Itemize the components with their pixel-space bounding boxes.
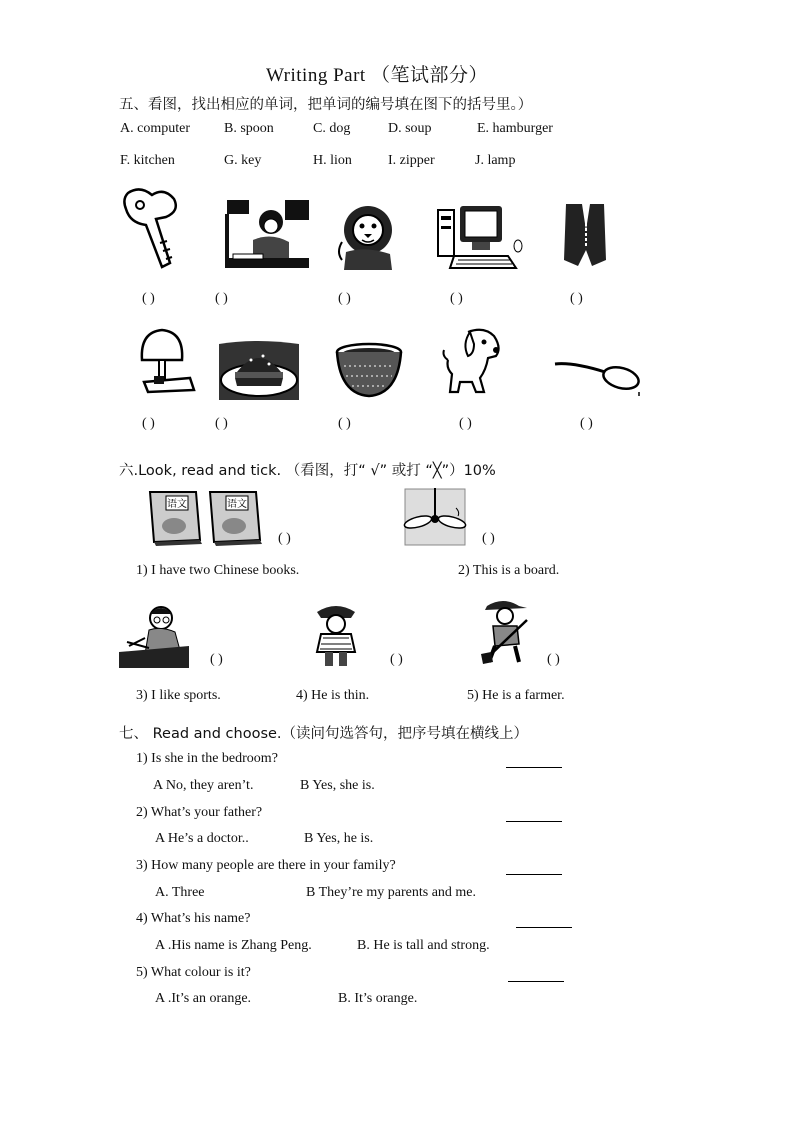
option-a: A .His name is Zhang Peng. (155, 938, 312, 953)
option-a: A No, they aren’t. (153, 778, 254, 793)
question-1: 1) Is she in the bedroom? (136, 751, 278, 766)
word-option: J. lamp (475, 153, 516, 168)
statement-4: 4) He is thin. (296, 688, 370, 703)
statement-5: 5) He is a farmer. (467, 688, 565, 703)
section5-heading: 五、看图，找出相应的单词，把单词的编号填在图下的括号里。） (119, 97, 533, 113)
answer-bracket[interactable]: ( ) (215, 416, 228, 431)
statement-2: 2) This is a board. (458, 563, 560, 578)
option-b: B. He is tall and strong. (357, 938, 490, 953)
option-a: A He’s a doctor.. (155, 831, 249, 846)
word-option: A. computer (120, 121, 190, 136)
word-option: I. zipper (388, 153, 435, 168)
hamburger-icon (217, 340, 301, 402)
option-b: B Yes, she is. (300, 778, 375, 793)
section7-heading: 七、 Read and choose.（读问句选答句，把序号填在横线上） (119, 726, 529, 742)
answer-blank[interactable] (508, 980, 564, 982)
word-option: D. soup (388, 121, 432, 136)
statement-1: 1) I have two Chinese books. (136, 563, 300, 578)
statement-3: 3) I like sports. (136, 688, 221, 703)
question-2: 2) What’s your father? (136, 805, 263, 820)
question-5: 5) What colour is it? (136, 965, 251, 980)
thin-man-icon (311, 602, 361, 668)
dog-icon (440, 326, 506, 396)
answer-bracket[interactable]: ( ) (142, 416, 155, 431)
word-option: C. dog (313, 121, 351, 136)
answer-bracket[interactable]: ( ) (142, 291, 155, 306)
spoon-icon (553, 358, 649, 400)
option-a: A .It’s an orange. (155, 991, 252, 1006)
soup-icon (334, 342, 404, 398)
answer-bracket[interactable]: ( ) (459, 416, 472, 431)
question-3: 3) How many people are there in your family? (136, 858, 396, 873)
studying-boy-icon (119, 602, 189, 668)
zipper-icon (560, 200, 610, 268)
answer-bracket[interactable]: ( ) (338, 416, 351, 431)
key-icon (120, 185, 182, 275)
page-title: Writing Part （笔试部分） (266, 65, 488, 86)
answer-blank[interactable] (516, 926, 572, 928)
kitchen-icon (223, 196, 311, 272)
word-option: H. lion (313, 153, 352, 168)
answer-blank[interactable] (506, 766, 562, 768)
answer-bracket[interactable]: ( ) (215, 291, 228, 306)
word-option: E. hamburger (477, 121, 553, 136)
word-option: G. key (224, 153, 262, 168)
answer-blank[interactable] (506, 873, 562, 875)
chinese-book-icon (146, 488, 204, 546)
tick-bracket[interactable]: ( ) (278, 531, 291, 546)
farmer-icon (479, 596, 535, 668)
lamp-icon (136, 326, 198, 394)
option-b: B They’re my parents and me. (306, 885, 477, 900)
answer-bracket[interactable]: ( ) (450, 291, 463, 306)
chinese-book-icon (206, 488, 264, 546)
option-b: B Yes, he is. (304, 831, 374, 846)
computer-icon (432, 204, 524, 274)
word-option: F. kitchen (120, 153, 175, 168)
lion-icon (336, 202, 396, 272)
answer-bracket[interactable]: ( ) (570, 291, 583, 306)
answer-blank[interactable] (506, 820, 562, 822)
tick-bracket[interactable]: ( ) (547, 652, 560, 667)
fan-icon (404, 488, 466, 546)
book-label: 语文 (227, 499, 247, 510)
book-label: 语文 (167, 499, 187, 510)
tick-bracket[interactable]: ( ) (390, 652, 403, 667)
answer-bracket[interactable]: ( ) (338, 291, 351, 306)
question-4: 4) What’s his name? (136, 911, 251, 926)
word-option: B. spoon (224, 121, 274, 136)
option-b: B. It’s orange. (338, 991, 418, 1006)
option-a: A. Three (155, 885, 205, 900)
tick-bracket[interactable]: ( ) (210, 652, 223, 667)
section6-heading: 六.Look, read and tick. （看图，打“ √” 或打 “╳”）10% (119, 463, 496, 479)
answer-bracket[interactable]: ( ) (580, 416, 593, 431)
tick-bracket[interactable]: ( ) (482, 531, 495, 546)
